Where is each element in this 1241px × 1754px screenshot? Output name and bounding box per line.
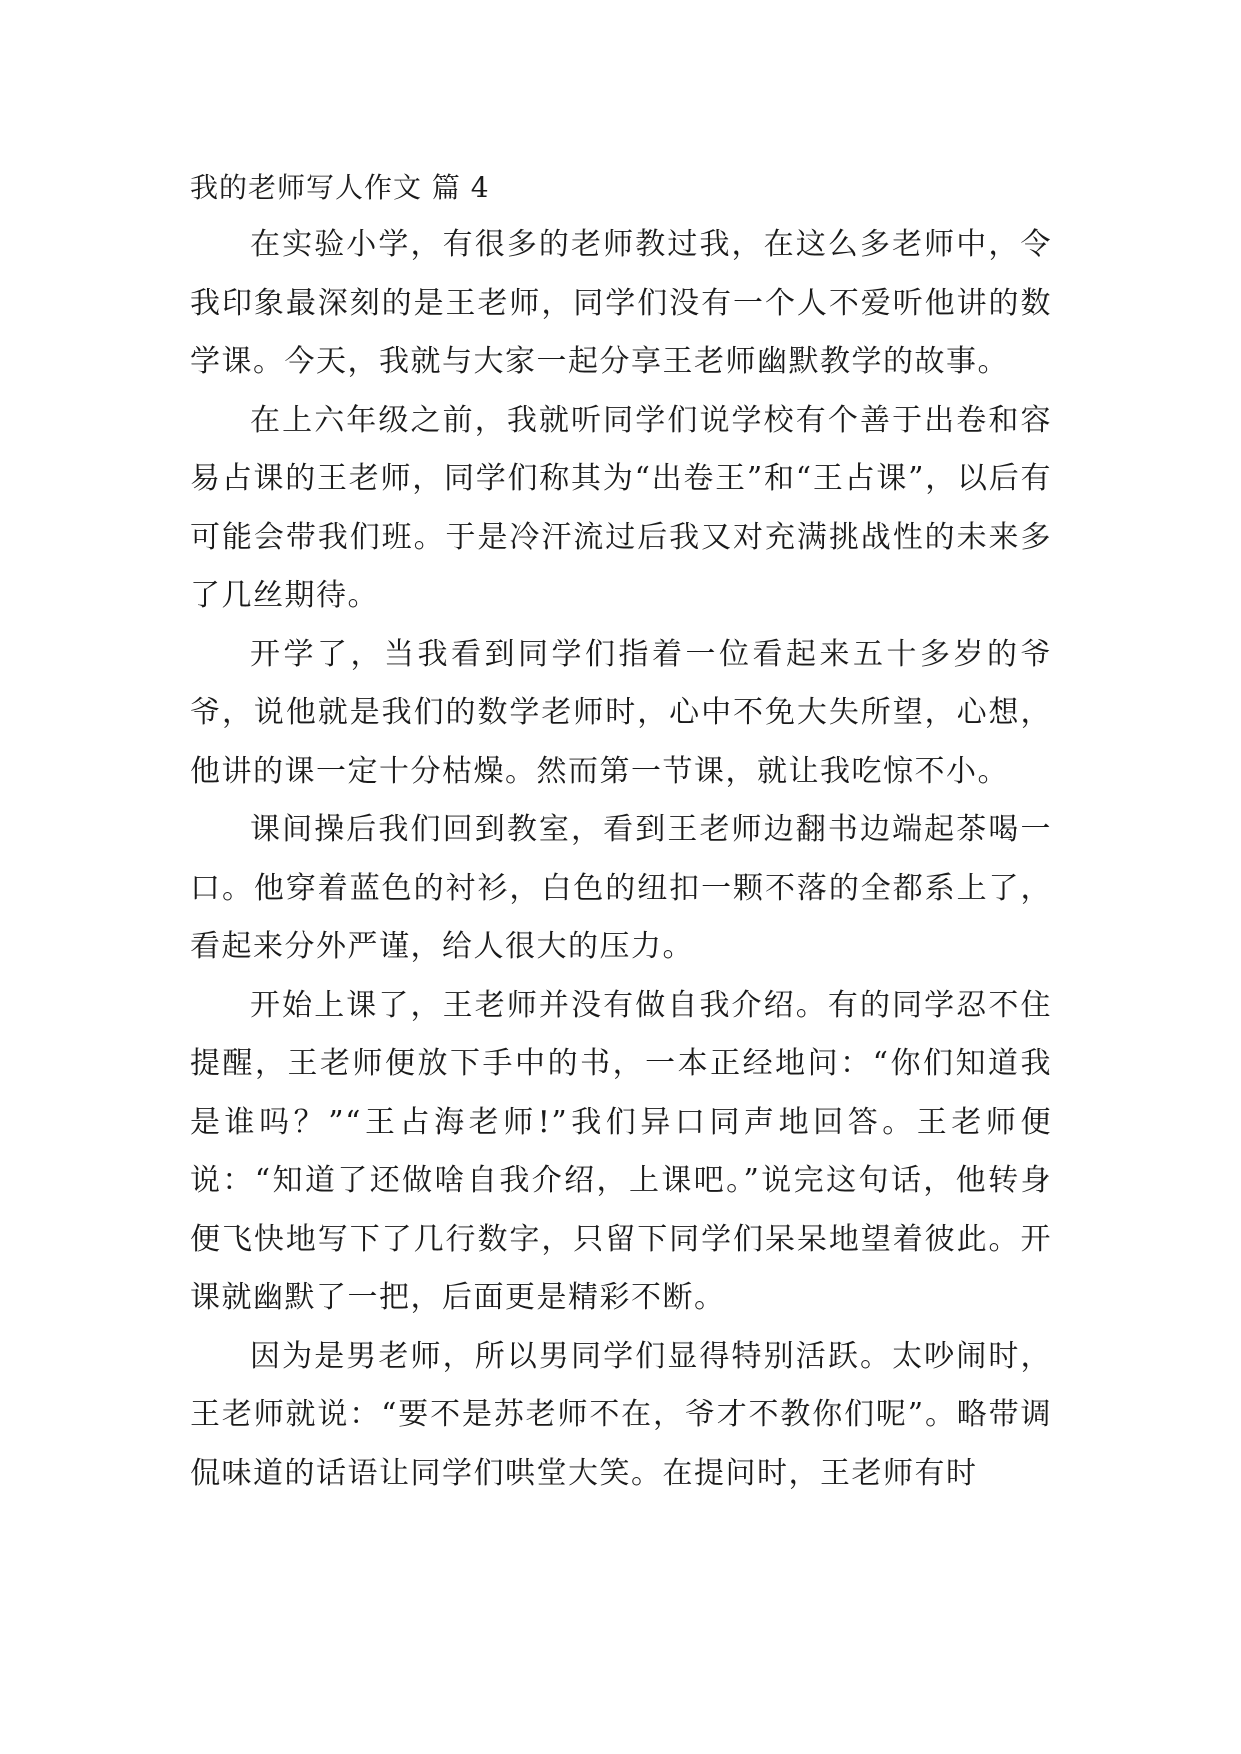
paragraph-5: 开始上课了，王老师并没有做自我介绍。有的同学忍不住提醒，王老师便放下手中的书，一本正经地问：“你们知道我是谁吗？”“王占海老师!”我们异口同声地回答。王老师便说：“知道了还做啥自我介绍，上课吧。”说完这句话，他转身便飞快地写下了几行数字，只留下同学们呆呆地望着彼此。开课就幽默了一把，后面更是精彩不断。 <box>190 987 1052 1315</box>
paragraph-1: 在实验小学，有很多的老师教过我，在这么多老师中，令我印象最深刻的是王老师，同学们没有一个人不爱听他讲的数学课。今天，我就与大家一起分享王老师幽默教学的故事。 <box>190 227 1052 379</box>
paragraph-2: 在上六年级之前，我就听同学们说学校有个善于出卷和容易占课的王老师，同学们称其为“出卷王”和“王占课”，以后有可能会带我们班。于是冷汗流过后我又对充满挑战性的未来多了几丝期待。 <box>190 402 1052 613</box>
paragraph-3: 开学了，当我看到同学们指着一位看起来五十多岁的爷爷，说他就是我们的数学老师时，心中不免大失所望，心想，他讲的课一定十分枯燥。然而第一节课，就让我吃惊不小。 <box>190 636 1052 789</box>
document-title: 我的老师写人作文 篇 4 <box>190 171 490 204</box>
paragraph-4: 课间操后我们回到教室，看到王老师边翻书边端起茶喝一口。他穿着蓝色的衬衫，白色的纽扣一颗不落的全都系上了，看起来分外严谨，给人很大的压力。 <box>190 812 1052 964</box>
paragraph-6: 因为是男老师，所以男同学们显得特别活跃。太吵闹时，王老师就说：“要不是苏老师不在，爷才不教你们呢”。略带调侃味道的话语让同学们哄堂大笑。在提问时，王老师有时 <box>190 1338 1052 1491</box>
document-body <box>190 160 1052 1503</box>
